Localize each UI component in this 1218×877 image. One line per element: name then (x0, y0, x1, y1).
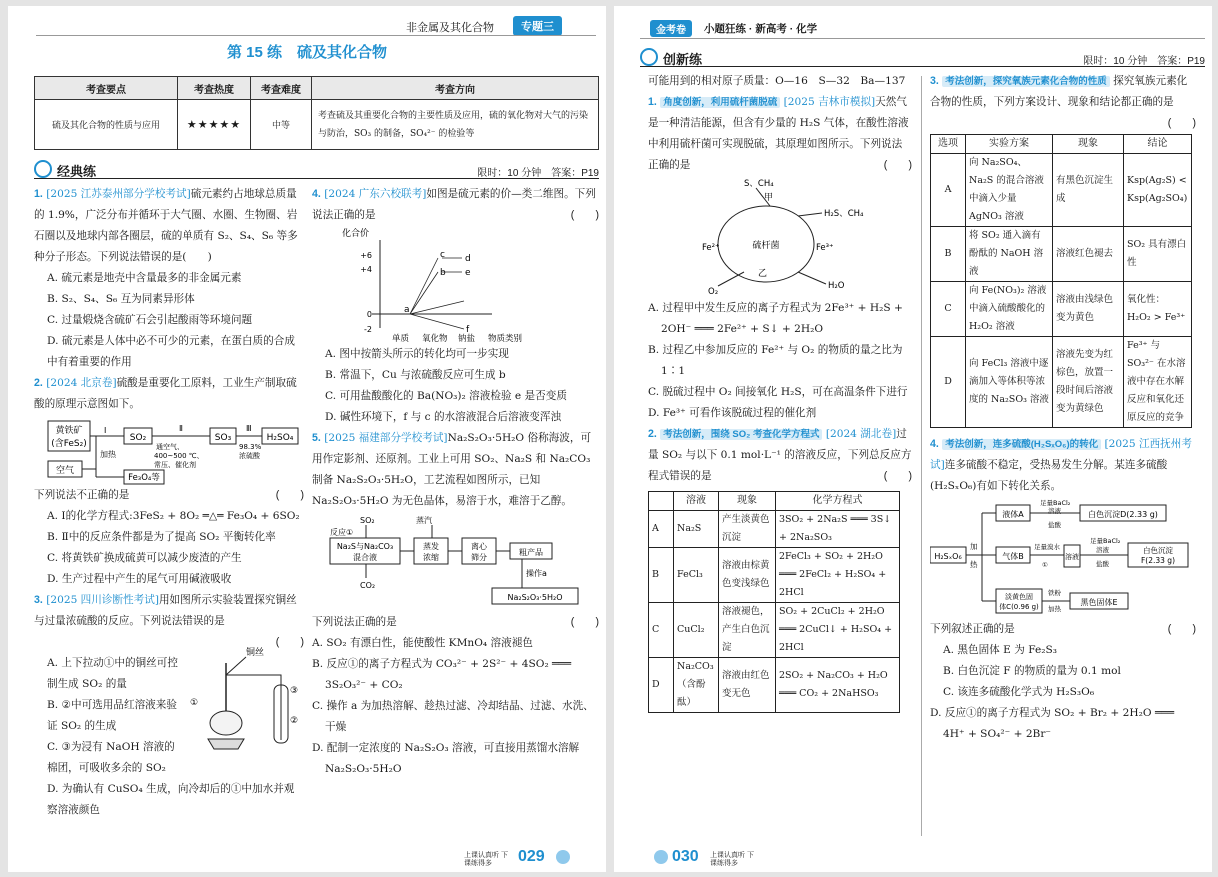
table-cell: 3SO₂ + 2Na₂S ═══ 3S↓ + 2Na₂SO₃ (776, 511, 900, 548)
header-badge: 金考卷 (650, 20, 692, 37)
section-label: 经典练 (57, 164, 97, 179)
option-c: C. 该连多硫酸化学式为 H₂S₃O₆ (943, 686, 1095, 698)
option-c: C. 将黄铁矿换成硫黄可以减少废渣的产生 (47, 552, 242, 564)
question-number: 3. (930, 75, 939, 87)
page-number: 029 (518, 848, 545, 865)
option-a: A. Ⅰ的化学方程式:3FeS₂ + 8O₂ ═△═ Fe₃O₄ + 6SO₂ (47, 510, 300, 522)
answer-paren: ( ) (1167, 117, 1196, 129)
fe3o4-label: Fe₃O₄等 (128, 473, 160, 483)
right-page (614, 6, 1212, 872)
table-cell: FeCl₃ (674, 548, 719, 603)
table-cell: 中等 (251, 100, 312, 150)
table-cell: 向 Na₂SO₄、Na₂S 的混合溶液中滴入少量 AgNO₃ 溶液 (966, 154, 1053, 227)
flow-heat-3: 加热 (1048, 605, 1061, 613)
flow-brw: 足量溴水 (1034, 543, 1060, 551)
table-header: 考查要点 (35, 77, 178, 100)
question-source: [2024 湖北卷] (825, 428, 897, 440)
table-cell: 将 SO₂ 通入滴有酚酞的 NaOH 溶液 (966, 227, 1053, 282)
flow-white-d: 白色沉淀D(2.33 g) (1088, 510, 1158, 519)
desulfurization-cycle-diagram (648, 176, 912, 298)
question-2 (34, 373, 304, 590)
cond-2b: 400~500 ℃、 (154, 452, 204, 460)
question-ask: 下列叙述正确的是 (930, 623, 1015, 635)
copper-acid-apparatus (186, 645, 304, 755)
table-header: 考查热度 (178, 77, 251, 100)
cycle-h2o: H₂O (828, 281, 845, 291)
question-tag: 考法创新，连多硫酸(H₂SₓO₆)的转化 (942, 439, 1101, 450)
y-axis-label: 化合价 (342, 229, 370, 239)
question-stem: 硫酸是重要化工原料，工业生产制取硫酸的原理示意图如下。 (34, 377, 297, 410)
table-cell: SO₂ 具有漂白性 (1124, 227, 1192, 282)
question-number: 4. (312, 188, 321, 200)
so2-label: SO₂ (129, 433, 147, 443)
question-source: [2025 吉林市模拟] (783, 96, 876, 108)
table-cell: 产生淡黄色沉淀 (719, 511, 776, 548)
question-source: [2024 广东六校联考] (324, 188, 427, 200)
so3-label: SO₃ (214, 433, 232, 443)
flow-mix-1: Na₂S与Na₂CO₃ (336, 542, 394, 551)
question-number: 4. (930, 438, 939, 450)
flow-evap-2: 浓缩 (423, 553, 439, 562)
cond-3b: 浓硫酸 (239, 452, 260, 460)
mascot-icon (654, 850, 668, 864)
y-tick-0: 0 (366, 310, 372, 319)
cycle-arrow-h2s (798, 213, 822, 216)
flow-liq: 溶液 (1065, 553, 1079, 561)
table-header-row (649, 492, 900, 511)
polythionic-acid-flow (930, 499, 1196, 619)
option-d: D. 为确认有 CuSO₄ 生成，向冷却后的①中加水并观察溶液颜色 (47, 783, 295, 816)
sulfuric-acid-process-diagram (34, 417, 304, 485)
ore-label: 黄铁矿 (55, 426, 83, 436)
question-stem: 天然气是一种清洁能源，但含有少量的 H₂S 气体，在酸性溶液中利用硫杆菌可实现脱硫，其原理如图所示。下列说法正确的是 (648, 96, 909, 171)
flow-cen-1: 离心 (471, 542, 487, 551)
table-cell: SO₂ + 2CuCl₂ + 2H₂O ═══ 2CuCl↓ + H₂SO₄ + 2HCl (776, 603, 900, 658)
question-tag: 考法创新，围绕 SO₂ 考查化学方程式 (660, 429, 822, 440)
flow-start: H₂SₓO₆ (934, 552, 962, 561)
flow-white-f-1: 白色沉淀 (1143, 546, 1173, 555)
answer-paren: ( ) (570, 616, 599, 628)
header-category: 非金属及其化合物 (406, 22, 494, 34)
table-cell: 向 FeCl₃ 溶液中逐滴加入等体积等浓度的 Na₂SO₃ 溶液 (966, 337, 1053, 428)
flow-acid: 盐酸 (1048, 521, 1061, 529)
x-axis-label: 物质类别 (488, 334, 523, 344)
flow-steam: 蒸汽 (416, 516, 432, 525)
flow-liquid-a: 液体A (1002, 510, 1024, 519)
table-header: 考查方向 (312, 77, 599, 100)
label-2: ② (290, 716, 299, 726)
table-header: 选项 (931, 135, 966, 154)
point-a: a (404, 305, 410, 315)
flow-mix-2: 混合液 (353, 553, 377, 562)
table-cell: 溶液褪色，产生白色沉淀 (719, 603, 776, 658)
table-row (649, 511, 900, 548)
step-1-label: Ⅰ (104, 426, 107, 435)
table-cell: 考查硫及其重要化合物的主要性质及应用，硫的氧化物对大气的污染与防治，SO₃ 的制备，SO₄²⁻ 的检验等 (312, 100, 599, 150)
section-bar (640, 50, 1205, 67)
table-header: 结论 (1124, 135, 1192, 154)
table-cell: Ksp(Ag₂S) < Ksp(Ag₂SO₄) (1124, 154, 1192, 227)
option-d: D. 配制一定浓度的 Na₂S₂O₃ 溶液，可直接用蒸馏水溶解 Na₂S₂O₃·5H₂O (312, 742, 580, 775)
option-b: B. S₂、S₄、S₆ 互为同素异形体 (47, 293, 195, 305)
option-a: A. 图中按箭头所示的转化均可一步实现 (325, 348, 509, 360)
question-1 (34, 184, 304, 373)
left-column-right-page (648, 71, 912, 713)
cycle-jia: 甲 (764, 193, 774, 203)
experiment-table (930, 134, 1192, 428)
arrow-a-b (410, 272, 438, 314)
point-e: e (465, 268, 471, 278)
cond-2a: 通空气、 (156, 443, 184, 451)
x-tick-oxide: 氧化物 (422, 334, 448, 344)
flow-iron: 铁粉 (1048, 589, 1061, 597)
question-source: [2025 福建部分学校考试] (324, 432, 448, 444)
flow-react: 反应① (330, 528, 354, 537)
table-cell: A (649, 511, 674, 548)
y-tick-6: +6 (360, 251, 372, 260)
cycle-yi: 乙 (758, 269, 768, 279)
option-b: B. ②中可选用品红溶液来验证 SO₂ 的生成 (47, 699, 177, 732)
valence-class-chart (312, 226, 599, 344)
air-label: 空气 (55, 466, 75, 476)
table-cell: 2FeCl₃ + SO₂ + 2H₂O ═══ 2FeCl₂ + H₂SO₄ + 2HCl (776, 548, 900, 603)
question-source: [2025 江西抚州考试] (930, 438, 1192, 471)
option-d: D. 生产过程中产生的尾气可用碱液吸收 (47, 573, 232, 585)
question-3 (930, 71, 1196, 428)
option-b: B. 过程乙中参加反应的 Fe²⁺ 与 O₂ 的物质的量之比为 1∶1 (648, 344, 903, 377)
flow-heat-1: 加 (970, 542, 978, 551)
question-4 (312, 184, 599, 428)
y-tick-neg2: -2 (364, 325, 372, 334)
table-cell: Na₂S (674, 511, 719, 548)
option-d: D. 反应①的离子方程式为 SO₂ + Br₂ + 2H₂O ═══ 4H⁺ + SO₄²⁻ + 2Br⁻ (930, 707, 1175, 740)
page-number: 030 (672, 848, 699, 865)
table-row (649, 603, 900, 658)
table-header: 实验方案 (966, 135, 1053, 154)
option-d: D. Fe³⁺ 可看作该脱硫过程的催化剂 (648, 407, 817, 419)
point-c: c (440, 250, 445, 260)
section-bar (34, 162, 599, 179)
table-header: 现象 (1053, 135, 1124, 154)
question-stem: Na₂S₂O₃·5H₂O 俗称海波，可用作定影剂、还原剂。工业上可用 SO₂、Na₂S 和 Na₂CO₃ 制备 Na₂S₂O₃·5H₂O，工艺流程如图所示，已知 Na₂S₂O₃·5H₂O 为无色晶体，易溶于水，难溶于乙醇。 (312, 432, 592, 507)
table-row (35, 100, 599, 150)
option-a: A. 上下拉动①中的铜丝可控制生成 SO₂ 的量 (47, 657, 178, 690)
table-header: 化学方程式 (776, 492, 900, 511)
wire-label: 铜丝 (246, 648, 265, 658)
option-b: B. 反应①的离子方程式为 CO₃²⁻ + 2S²⁻ + 4SO₂ ═══ 3S₂O₃²⁻ + CO₂ (312, 658, 572, 691)
answer-paren: ( ) (1167, 623, 1196, 635)
table-cell: D (931, 337, 966, 428)
header-badge: 专题三 (513, 16, 562, 36)
flow-heat-2: 热 (970, 560, 978, 569)
ore-label-2: (含FeS₂) (51, 439, 87, 449)
option-a: A. SO₂ 有漂白性，能使酸性 KMnO₄ 溶液褪色 (312, 637, 533, 649)
table-cell: B (649, 548, 674, 603)
question-5 (312, 428, 599, 780)
magnifier-icon (640, 48, 658, 66)
flow-solid-1: 淡黄色固 (1005, 593, 1033, 601)
question-number: 1. (648, 96, 657, 108)
step-2-label: Ⅱ (179, 424, 183, 433)
flow-bacl2b: 足量BaCl₂ (1090, 537, 1121, 545)
question-1 (648, 92, 912, 424)
flow-solid-2: 体C(0.96 g) (999, 603, 1039, 611)
question-tag: 角度创新，利用硫杆菌脱硫 (660, 97, 780, 108)
left-column (34, 184, 304, 821)
table-header-row (35, 77, 599, 100)
table-cell: A (931, 154, 966, 227)
cond-2c: 常压、催化剂 (154, 461, 196, 469)
label-1: ① (190, 698, 199, 708)
cycle-center: 硫杆菌 (752, 241, 780, 251)
cycle-h2s-ch4: H₂S、CH₄ (824, 209, 864, 219)
section-label: 创新练 (663, 52, 703, 67)
burner (208, 739, 244, 749)
table-cell: 氧化性：H₂O₂ > Fe³⁺ (1124, 282, 1192, 337)
flask-1 (210, 711, 242, 735)
question-4 (930, 434, 1196, 745)
question-stem: 硫元素约占地球总质量的 1.9%，广泛分布并循环于大气圈、水圈、生物圈、岩石圈以及地球内部各圈层，硫的单质有 S₂、S₄、S₆ 等多种分子形态。下列说法错误的是( ) (34, 188, 298, 263)
table-row (931, 282, 1192, 337)
cycle-o2: O₂ (708, 287, 719, 297)
question-ask: 下列说法正确的是 (312, 616, 397, 628)
cycle-fe2: Fe²⁺ (702, 243, 720, 253)
flow-cen-2: 筛分 (471, 553, 487, 562)
right-column-right-page (930, 71, 1196, 745)
table-header: 溶液 (674, 492, 719, 511)
flow-acid2: 盐酸 (1096, 560, 1109, 568)
option-c: C. 操作 a 为加热溶解、趁热过滤、冷却结晶、过滤、水洗、干燥 (312, 700, 594, 733)
section-meta: 限时：10 分钟 答案：P19 (1083, 56, 1205, 67)
question-tag: 考法创新，探究氧族元素化合物的性质 (942, 76, 1110, 87)
h2so4-label: H₂SO₄ (266, 433, 294, 443)
question-source: [2025 江苏泰州部分学校考试] (46, 188, 191, 200)
table-cell: 向 Fe(NO₃)₂ 溶液中滴入硫酸酸化的 H₂O₂ 溶液 (966, 282, 1053, 337)
option-c: C. 脱硫过程中 O₂ 间接氧化 H₂S，可在高温条件下进行 (648, 386, 908, 398)
option-c: C. ③为浸有 NaOH 溶液的棉团，可吸收多余的 SO₂ (47, 741, 175, 774)
question-source: [2025 四川诊断性考试] (46, 594, 159, 606)
answer-paren: ( ) (275, 636, 304, 648)
option-a: A. 过程甲中发生反应的离子方程式为 2Fe³⁺ + H₂S + 2OH⁻ ═══ 2Fe²⁺ + S↓ + 2H₂O (648, 302, 903, 335)
table-cell: 溶液由棕黄色变浅绿色 (719, 548, 776, 603)
reaction-table (648, 491, 900, 713)
requirement-table (34, 76, 599, 150)
flow-gas-b: 气体B (1002, 552, 1024, 561)
option-b: B. 白色沉淀 F 的物质的量为 0.1 mol (943, 665, 1121, 677)
question-number: 3. (34, 594, 43, 606)
question-number: 5. (312, 432, 321, 444)
y-tick-4: +4 (360, 265, 372, 274)
header-rule (640, 38, 1205, 39)
option-b: B. 常温下，Cu 与浓硫酸反应可生成 b (325, 369, 506, 381)
x-tick-element: 单质 (392, 334, 410, 344)
answer-paren: ( ) (275, 489, 304, 501)
table-row (931, 154, 1192, 227)
page-footer-text: 上课认真听 下课练得多 (464, 852, 508, 867)
table-header (649, 492, 674, 511)
table-cell: B (931, 227, 966, 282)
option-d: D. 碱性环境下，f 与 c 的水溶液混合后溶液变浑浊 (325, 411, 562, 423)
flow-product: Na₂S₂O₃·5H₂O (507, 593, 563, 602)
answer-paren: ( ) (570, 209, 599, 221)
thiosulfate-flow-diagram (312, 514, 599, 612)
flow-black-e: 黑色固体E (1080, 598, 1118, 607)
cycle-fe3: Fe³⁺ (816, 243, 834, 253)
answer-paren: ( ) (883, 159, 912, 171)
question-number: 2. (648, 428, 657, 440)
flow-opa: 操作a (526, 569, 547, 578)
option-b: B. Ⅱ中的反应条件都是为了提高 SO₂ 平衡转化率 (47, 531, 276, 543)
cond-3a: 98.3% (239, 443, 262, 451)
answer-paren: ( ) (883, 470, 912, 482)
flow-so2: SO₂ (360, 516, 375, 525)
point-f: f (466, 325, 470, 335)
arrow-a-c (410, 258, 438, 314)
table-row (649, 658, 900, 713)
flow-soln: 溶液 (1048, 507, 1061, 515)
cycle-arrow-o2 (718, 272, 744, 286)
table-row (931, 337, 1192, 428)
question-stem: 用如图所示实验装置探究铜丝与过量浓硫酸的反应。下列说法错误的是 (34, 594, 297, 627)
flow-c1: ① (1042, 561, 1048, 569)
table-cell: 有黑色沉淀生成 (1053, 154, 1124, 227)
table-cell: 溶液红色褪去 (1053, 227, 1124, 282)
table-cell: 2SO₂ + Na₂CO₃ + H₂O ═══ CO₂ + 2NaHSO₃ (776, 658, 900, 713)
step-3-label: Ⅲ (246, 424, 252, 433)
wire-pointer (226, 657, 246, 675)
table-header-row (931, 135, 1192, 154)
header-rule (36, 35, 596, 36)
table-row (931, 227, 1192, 282)
cycle-arrow-h2o (798, 272, 826, 284)
question-source: [2024 北京卷] (46, 377, 117, 389)
left-page (8, 6, 606, 872)
table-cell: D (649, 658, 674, 713)
chart-arrows (410, 258, 464, 329)
flow-soln2: 溶液 (1096, 546, 1109, 554)
page-title: 第 15 练 硫及其化合物 (226, 44, 388, 61)
atomic-masses: 可能用到的相对原子质量：O—16 S—32 Ba—137 (648, 75, 906, 87)
label-3: ③ (290, 686, 299, 696)
cycle-s-ch4: S、CH₄ (744, 179, 774, 189)
table-cell: CuCl₂ (674, 603, 719, 658)
table-cell: Fe³⁺ 与 SO₃²⁻ 在水溶液中存在水解反应和氧化还原反应的竞争 (1124, 337, 1192, 428)
x-tick-salt: 钠盐 (458, 334, 476, 344)
flow-evap-1: 蒸发 (423, 542, 439, 551)
question-2 (648, 424, 912, 713)
option-c: C. 过量煅烧含硫矿石会引起酸雨等环境问题 (47, 314, 253, 326)
point-d: d (465, 254, 471, 264)
flow-crude: 粗产品 (519, 548, 543, 557)
column-divider (921, 76, 922, 836)
magnifier-icon (34, 160, 52, 178)
question-number: 2. (34, 377, 43, 389)
mascot-icon (556, 850, 570, 864)
option-a: A. 硫元素是地壳中含量最多的非金属元素 (47, 272, 242, 284)
flow-white-f-2: F(2.33 g) (1140, 556, 1176, 565)
table-cell: 溶液先变为红棕色，放置一段时间后溶液变为黄绿色 (1053, 337, 1124, 428)
table-cell: ★★★★★ (178, 100, 251, 150)
arrow-a-f (410, 301, 464, 314)
question-stem: 过量 SO₂ 与以下 0.1 mol·L⁻¹ 的溶液反应，下列总反应方程式错误的是 (648, 428, 912, 482)
right-column-left-page (312, 184, 599, 780)
table-cell: Na₂CO₃（含酚酞） (674, 658, 719, 713)
option-c: C. 可用盐酸酸化的 Ba(NO₃)₂ 溶液检验 e 是否变质 (325, 390, 567, 402)
table-cell: 硫及其化合物的性质与应用 (35, 100, 178, 150)
question-number: 1. (34, 188, 43, 200)
point-b: b (440, 268, 446, 278)
question-stem: 连多硫酸不稳定，受热易发生分解。某连多硫酸(H₂SₓO₆)有如下转化关系。 (930, 459, 1168, 492)
table-cell: C (931, 282, 966, 337)
question-ask: 下列说法不正确的是 (34, 489, 130, 501)
question-stem: 探究氧族元素化合物的性质，下列方案设计、现象和结论都正确的是 (930, 75, 1188, 108)
table-row (649, 548, 900, 603)
flow-bacl2: 足量BaCl₂ (1040, 499, 1071, 507)
table-header: 现象 (719, 492, 776, 511)
flow-co2: CO₂ (360, 581, 376, 590)
section-meta: 限时：10 分钟 答案：P19 (477, 168, 599, 179)
question-stem: 如图是硫元素的价—类二维图。下列说法正确的是 (312, 188, 596, 221)
question-3 (34, 590, 304, 821)
table-cell: 溶液由红色变无色 (719, 658, 776, 713)
arrow-a-f2 (410, 314, 464, 329)
header-text: 小题狂练 · 新高考 · 化学 (704, 23, 818, 35)
table-cell: C (649, 603, 674, 658)
table-cell: 溶液由浅绿色变为黄色 (1053, 282, 1124, 337)
page-footer-text: 上课认真听 下课练得多 (710, 852, 754, 867)
option-d: D. 硫元素是人体中必不可少的元素，在蛋白质的合成中有着重要的作用 (47, 335, 295, 368)
heat-label: 加热 (100, 450, 116, 459)
table-header: 考查难度 (251, 77, 312, 100)
option-a: A. 黑色固体 E 为 Fe₂S₃ (943, 644, 1057, 656)
